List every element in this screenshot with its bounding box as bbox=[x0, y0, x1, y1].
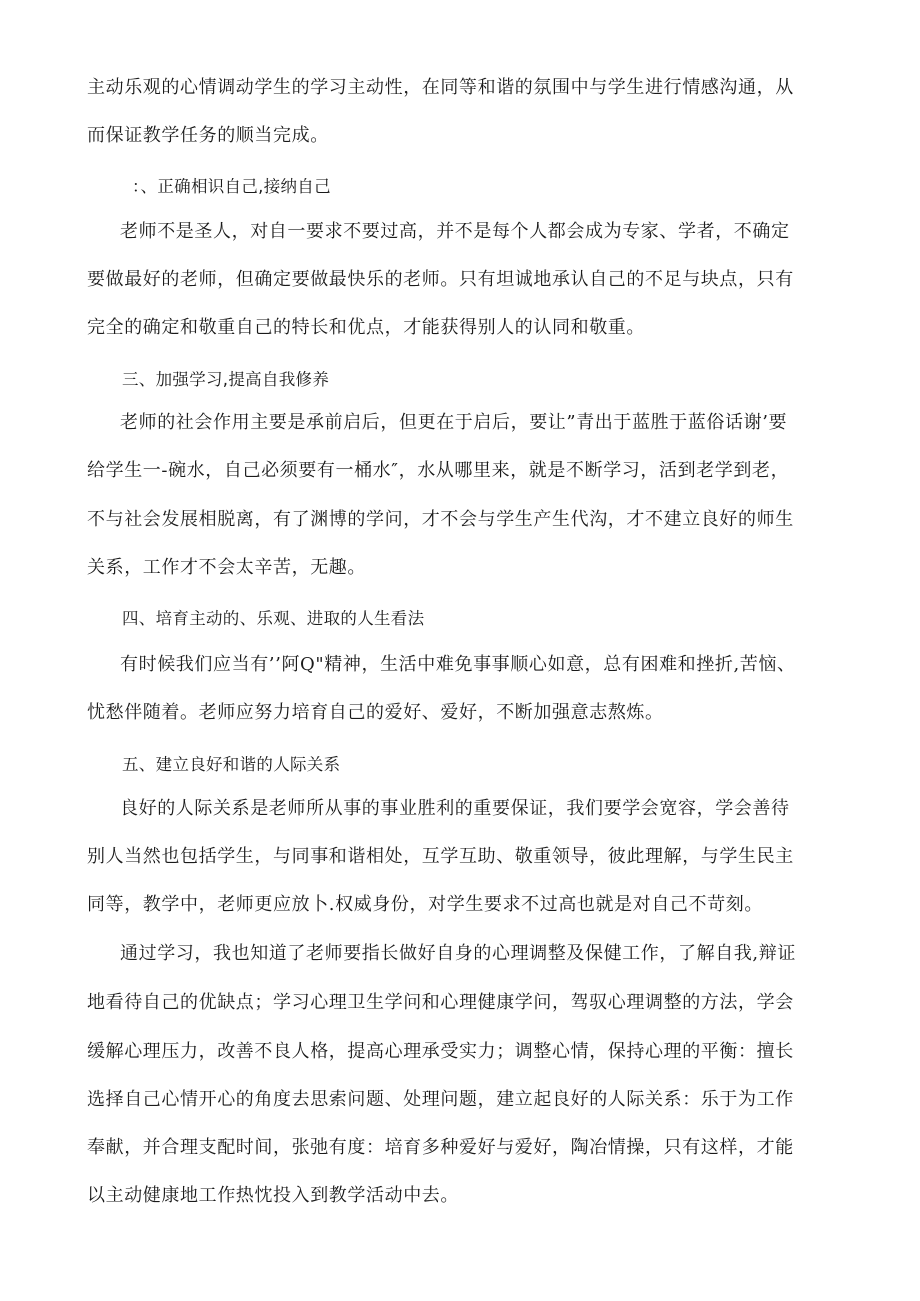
paragraph-line: 忧愁伴随着。老师应努力培育自己的爱好、爱好，不断加强意志熬炼。 bbox=[87, 702, 664, 723]
paragraph-line: 不与社会发展相脱离，有了渊博的学问，才不会与学生产生代沟，才不建立良好的师生 bbox=[87, 509, 794, 530]
paragraph-line: 以主动健康地工作热忱投入到教学活动中去。 bbox=[87, 1185, 459, 1206]
paragraph-line: 关系，工作才不会太辛苦，无趣。 bbox=[87, 557, 366, 578]
paragraph-line: 良好的人际关系是老师所从事的事业胜利的重要保证，我们要学会宽容，学会善待 bbox=[120, 798, 790, 819]
paragraph-line: 给学生一-碗水，自己必须要有一桶水″，水从哪里来，就是不断学习，活到老学到老， bbox=[87, 460, 790, 481]
section-heading-5: 五、建立良好和谐的人际关系 bbox=[122, 755, 341, 774]
paragraph-line: 要做最好的老师，但确定要做最快乐的老师。只有坦诚地承认自己的不足与块点，只有 bbox=[87, 269, 794, 290]
paragraph-line: 老师的社会作用主要是承前启后，但更在于启后，要让”青出于蓝胜于蓝俗话谢’要 bbox=[120, 412, 788, 433]
paragraph-line: 完全的确定和敬重自己的特长和优点，才能获得别人的认同和敬重。 bbox=[87, 317, 645, 338]
paragraph-line: 通过学习，我也知道了老师要指长做好自身的心理调整及保健工作，了解自我,辩证 bbox=[120, 943, 796, 964]
paragraph-line: 老师不是圣人，对自一要求不要过高，并不是每个人都会成为专家、学者，不确定 bbox=[120, 221, 790, 242]
paragraph-line: 主动乐观的心情调动学生的学习主动性，在同等和谐的氛围中与学生进行情感沟通，从 bbox=[87, 77, 794, 98]
paragraph-line: 地看待自己的优缺点；学习心理卫生学问和心理健康学问，驾驭心理调整的方法，学会 bbox=[87, 992, 794, 1013]
paragraph-line: 有时候我们应当有’’阿Q"精神，生活中难免事事顺心如意，总有困难和挫折,苦恼、 bbox=[120, 654, 796, 675]
section-heading-2: ：、正确相识自己,接纳自己 bbox=[132, 177, 331, 196]
section-heading-3: 三、加强学习,提高自我修养 bbox=[122, 370, 330, 389]
paragraph-line: 而保证教学任务的顺当完成。 bbox=[87, 125, 329, 146]
paragraph-line: 选择自己心情开心的角度去思索问题、处理问题，建立起良好的人际关系：乐于为工作 bbox=[87, 1089, 794, 1110]
paragraph-line: 缓解心理压力，改善不良人格，提高心理承受实力；调整心情，保持心理的平衡：擅长 bbox=[87, 1041, 794, 1062]
paragraph-line: 别人当然也包括学生，与同事和谐相处，互学互助、敬重领导，彼此理解，与学生民主 bbox=[87, 846, 794, 867]
section-heading-4: 四、培育主动的、乐观、进取的人生看法 bbox=[122, 609, 425, 628]
paragraph-line: 同等，教学中，老师更应放卜.权威身份，对学生要求不过高也就是对自己不苛刻。 bbox=[87, 894, 763, 915]
paragraph-line: 奉献，并合理支配时间，张弛有度：培育多种爱好与爱好，陶冶情操，只有这样，才能 bbox=[87, 1137, 794, 1158]
